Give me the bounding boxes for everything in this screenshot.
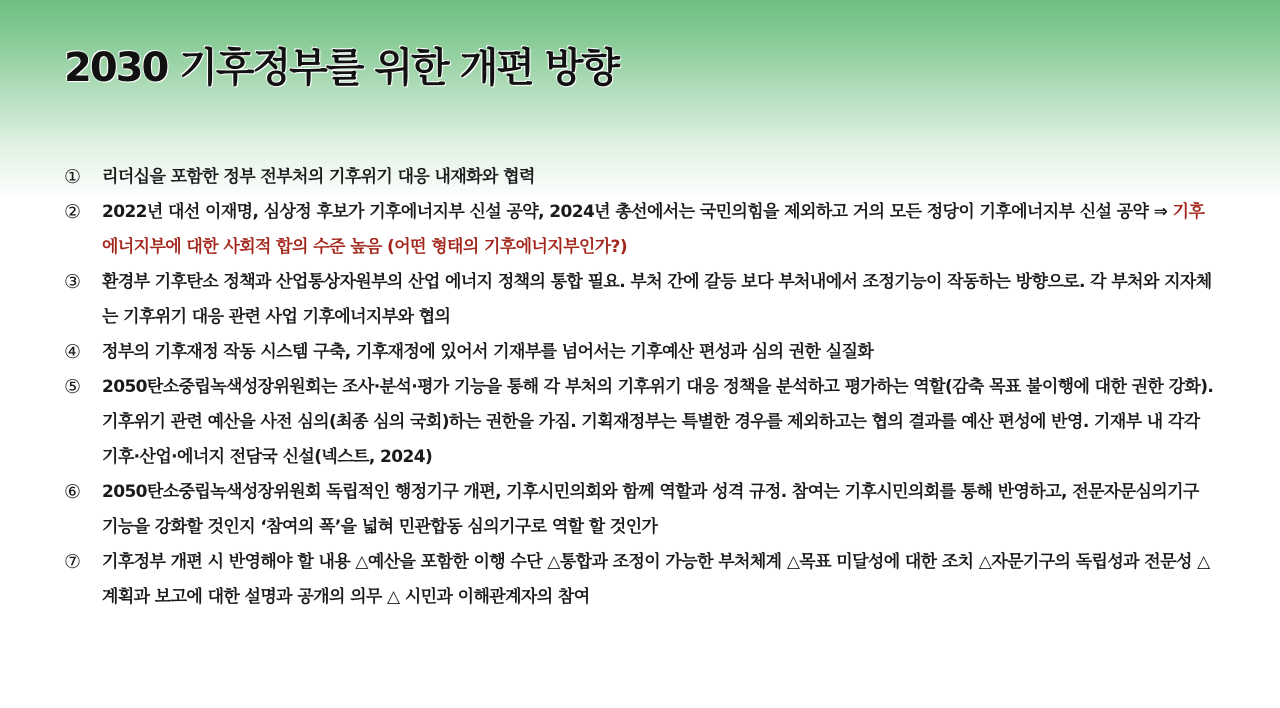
- item-number: ⑥: [64, 481, 81, 503]
- item-highlight: 기후에너지부에 대한 사회적 합의 수준 높음 (어떤 형태의 기후에너지부인가?): [102, 202, 1205, 257]
- list-item-2: [64, 195, 1214, 265]
- item-text: 2050탄소중립녹색성장위원회 독립적인 행정기구 개편, 기후시민의회와 함께 역할과 성격 규정. 참여는 기후시민의회를 통해 반영하고, 전문자문심의기구 기능을 강화할 것인지 ‘참여의 폭’을 넓혀 민관합동 심의기구로 역할 할 것인가: [102, 482, 1199, 537]
- list-item-1: [64, 160, 1214, 195]
- list-item-5: [64, 370, 1214, 475]
- item-number: ④: [64, 341, 81, 363]
- item-text: 기후정부 개편 시 반영해야 할 내용 △예산을 포함한 이행 수단 △통합과 조정이 가능한 부처체계 △목표 미달성에 대한 조치 △자문기구의 독립성과 전문성 △계획과 보고에 대한 설명과 공개의 의무 △ 시민과 이해관계자의 참여: [102, 552, 1210, 607]
- policy-list: [64, 160, 1214, 615]
- item-text: 2022년 대선 이재명, 심상정 후보가 기후에너지부 신설 공약, 2024년 총선에서는 국민의힘을 제외하고 거의 모든 정당이 기후에너지부 신설 공약 ⇒: [102, 202, 1173, 222]
- list-item-4: [64, 335, 1214, 370]
- list-item-6: [64, 475, 1214, 545]
- item-text: 리더십을 포함한 정부 전부처의 기후위기 대응 내재화와 협력: [102, 167, 535, 187]
- item-number: ⑤: [64, 376, 81, 398]
- item-text-wrapper: [102, 195, 1214, 265]
- item-number: ①: [64, 166, 81, 188]
- list-item-7: [64, 545, 1214, 615]
- list-item-3: [64, 265, 1214, 335]
- item-text: 정부의 기후재정 작동 시스템 구축, 기후재정에 있어서 기재부를 넘어서는 기후예산 편성과 심의 권한 실질화: [102, 342, 874, 362]
- slide-title: 2030 기후정부를 위한 개편 방향: [64, 45, 619, 91]
- item-text: 2050탄소중립녹색성장위원회는 조사·분석·평가 기능을 통해 각 부처의 기후위기 대응 정책을 분석하고 평가하는 역할(감축 목표 불이행에 대한 권한 강화). 기후위기 관련 예산을 사전 심의(최종 심의 국회)하는 권한을 가짐. 기획재정부는 특별한 경우를 제외하고는 협의 결과를 예산 편성에 반영. 기재부 내 각각 기후·산업·에너지 전담국 신설(넥스트, 2024): [102, 377, 1214, 467]
- item-number: ⑦: [64, 551, 81, 573]
- item-text: 환경부 기후탄소 정책과 산업통상자원부의 산업 에너지 정책의 통합 필요. 부처 간에 갈등 보다 부처내에서 조정기능이 작동하는 방향으로. 각 부처와 지자체는 기후위기 대응 관련 사업 기후에너지부와 협의: [102, 272, 1212, 327]
- item-number: ②: [64, 201, 81, 223]
- item-number: ③: [64, 271, 81, 293]
